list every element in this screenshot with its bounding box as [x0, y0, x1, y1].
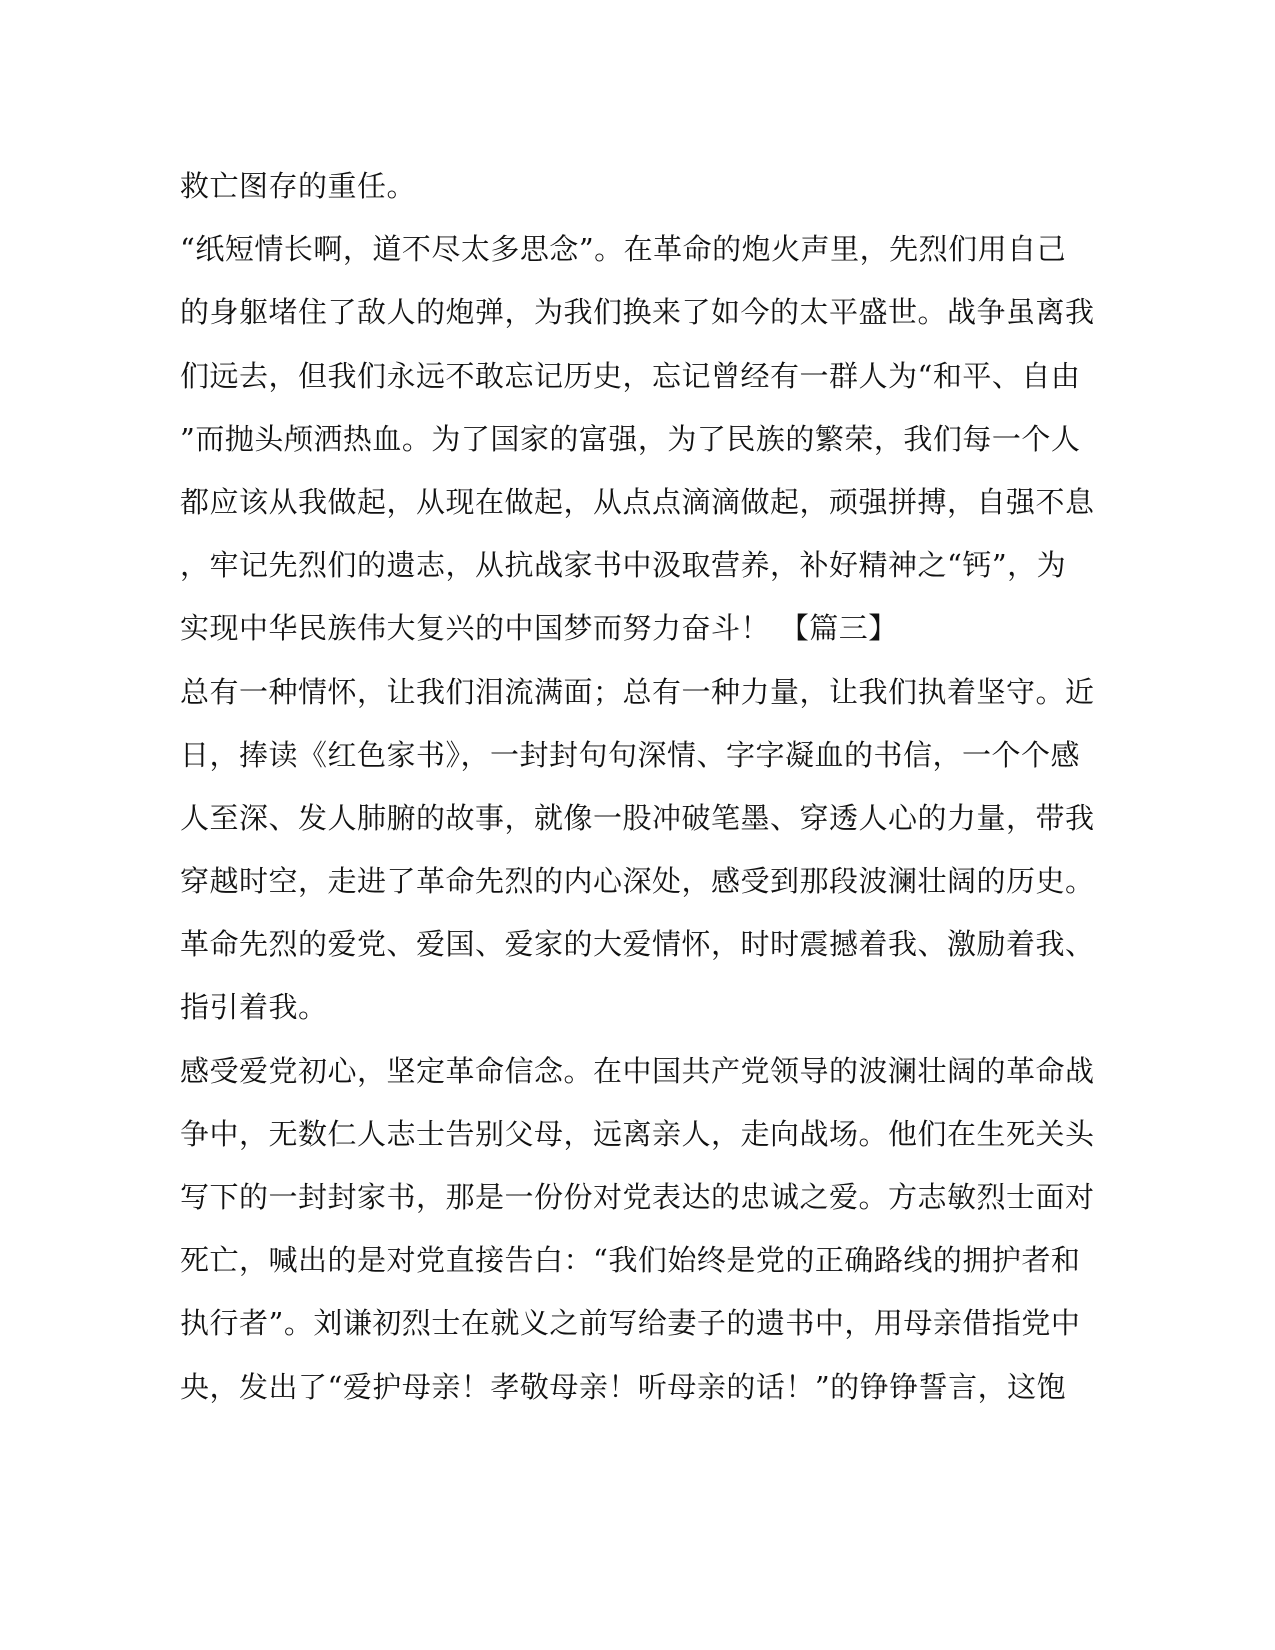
text-line: 们远去，但我们永远不敢忘记历史，忘记曾经有一群人为“和平、自由 — [180, 358, 1081, 393]
text-line: “纸短情长啊，道不尽太多思念”。在革命的炮火声里，先烈们用自己 — [180, 232, 1067, 267]
text-line: 穿越时空，走进了革命先烈的内心深处，感受到那段波澜壮阔的历史。 — [180, 864, 1095, 899]
text-line: 革命先烈的爱党、爱国、爱家的大爱情怀，时时震撼着我、激励着我、 — [180, 927, 1095, 962]
text-line: ，牢记先烈们的遗志，从抗战家书中汲取营养，补好精神之“钙”，为 — [180, 548, 1067, 583]
text-line: 央，发出了“爱护母亲！孝敬母亲！听母亲的话！”的铮铮誓言，这饱 — [180, 1369, 1067, 1404]
text-line: 人至深、发人肺腑的故事，就像一股冲破笔墨、穿透人心的力量，带我 — [180, 800, 1095, 835]
text-line: 救亡图存的重任。 — [180, 169, 417, 203]
text-line: 指引着我。 — [180, 990, 328, 1025]
text-line: 实现中华民族伟大复兴的中国梦而努力奋斗！ 【篇三】 — [180, 611, 898, 646]
text-line: 感受爱党初心，坚定革命信念。在中国共产党领导的波澜壮阔的革命战 — [180, 1053, 1095, 1088]
text-line: 死亡，喊出的是对党直接告白：“我们始终是党的正确路线的拥护者和 — [180, 1243, 1081, 1278]
text-line: 执行者”。刘谦初烈士在就义之前写给妻子的遗书中，用母亲借指党中 — [180, 1306, 1081, 1341]
text-line: 的身躯堵住了敌人的炮弹，为我们换来了如今的太平盛世。战争虽离我 — [180, 295, 1095, 330]
text-line: 写下的一封封家书，那是一份份对党表达的忠诚之爱。方志敏烈士面对 — [180, 1180, 1095, 1214]
text-line: ”而抛头颅洒热血。为了国家的富强，为了民族的繁荣，我们每一个人 — [180, 421, 1081, 456]
document-body — [180, 155, 1095, 1419]
text-line: 都应该从我做起，从现在做起，从点点滴滴做起，顽强拼搏，自强不息 — [180, 484, 1095, 519]
text-line: 总有一种情怀，让我们泪流满面；总有一种力量，让我们执着坚守。近 — [180, 674, 1095, 709]
text-line: 争中，无数仁人志士告别父母，远离亲人，走向战场。他们在生死关头 — [180, 1116, 1095, 1151]
text-line: 日，捧读《红色家书》，一封封句句深情、字字凝血的书信，一个个感 — [180, 737, 1081, 772]
